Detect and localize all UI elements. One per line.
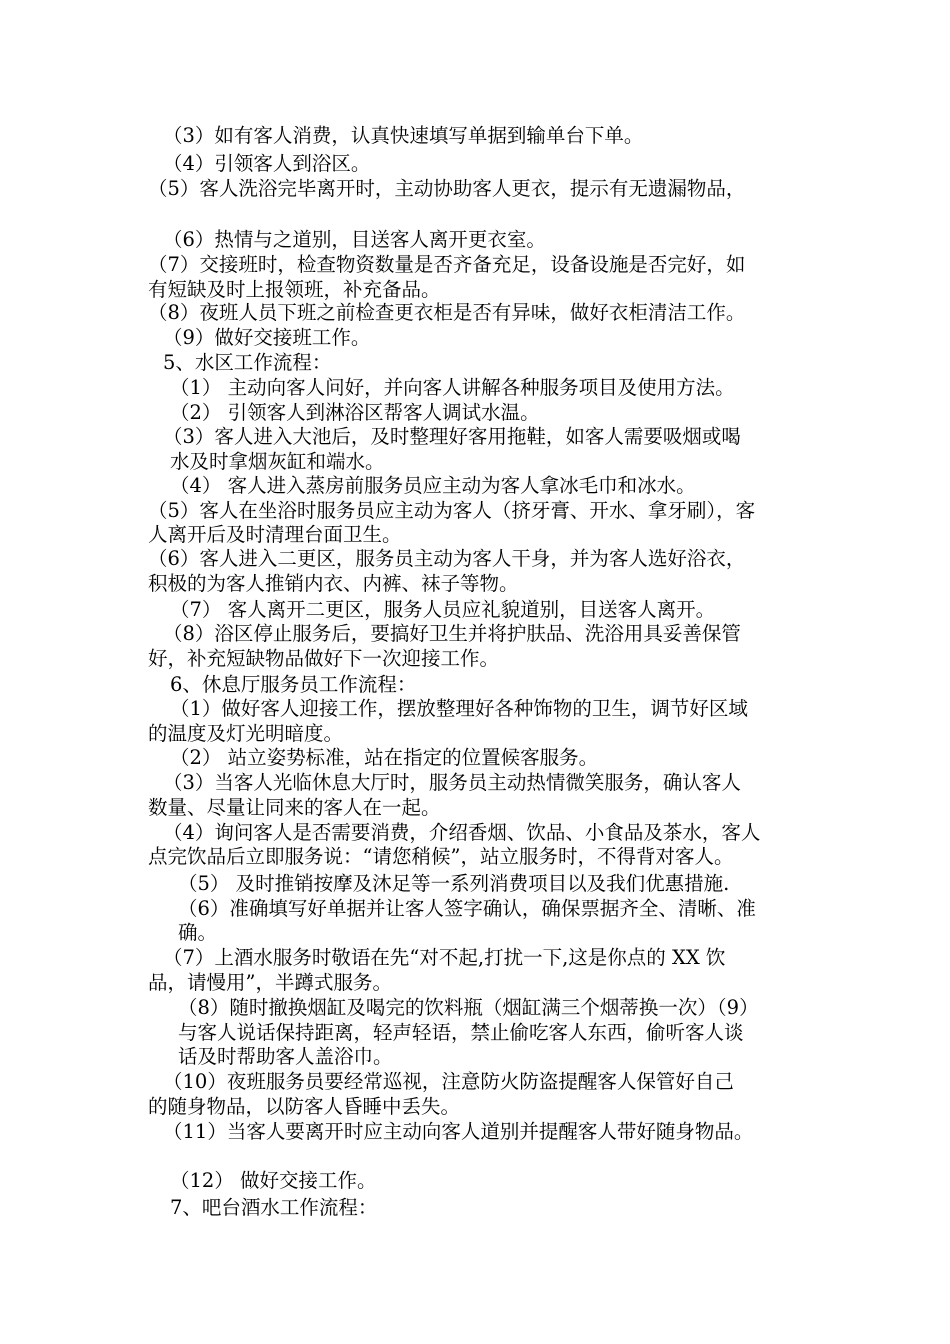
text-line: （3）如有客人消费，认真快速填写单据到输单台下单。 xyxy=(163,124,644,147)
text-line: 好，补充短缺物品做好下一次迎接工作。 xyxy=(148,647,500,670)
text-line: （4） 客人进入蒸房前服务员应主动为客人拿冰毛巾和冰水。 xyxy=(170,474,696,497)
text-line: （8）夜班人员下班之前检查更衣柜是否有异味，做好衣柜清洁工作。 xyxy=(148,301,746,324)
text-line: 与客人说话保持距离，轻声轻语，禁止偷吃客人东西，偷听客人谈 xyxy=(178,1021,744,1044)
text-line: （1） 主动向客人问好，并向客人讲解各种服务项目及使用方法。 xyxy=(170,376,735,399)
text-line: （1）做好客人迎接工作，摆放整理好各种饰物的卫生，调节好区域 xyxy=(170,697,748,720)
text-line: （7） 客人离开二更区，服务人员应礼貌道别，目送客人离开。 xyxy=(170,598,716,621)
text-line: 品，请慢用”，半蹲式服务。 xyxy=(148,971,392,994)
text-line: 确。 xyxy=(178,921,218,944)
section-heading: 5、水区工作流程： xyxy=(163,351,332,374)
text-line: （4）引领客人到浴区。 xyxy=(163,152,371,175)
text-line: 人离开后及时清理台面卫生。 xyxy=(148,523,402,546)
text-line: （10）夜班服务员要经常巡视，注意防火防盗提醒客人保管好自己 xyxy=(163,1070,734,1093)
text-line: （8）浴区停止服务后，要搞好卫生并将护肤品、洗浴用具妥善保管 xyxy=(163,622,741,645)
text-line: （5）客人洗浴完毕离开时，主动协助客人更衣，提示有无遗漏物品， xyxy=(148,177,746,200)
text-line: （2） 站立姿势标准，站在指定的位置候客服务。 xyxy=(170,746,599,769)
text-line: 有短缺及时上报领班，补充备品。 xyxy=(148,278,441,301)
text-line: （12） 做好交接工作。 xyxy=(170,1169,377,1192)
text-line: （3）客人进入大池后，及时整理好客用拖鞋，如客人需要吸烟或喝 xyxy=(163,425,741,448)
text-line: （6）客人进入二更区，服务员主动为客人干身，并为客人选好浴衣， xyxy=(148,547,746,570)
section-heading: 7、吧台酒水工作流程： xyxy=(170,1196,378,1219)
section-heading: 6、休息厅服务员工作流程： xyxy=(170,673,417,696)
text-line: （6）准确填写好单据并让客人签字确认，确保票据齐全、清晰、准 xyxy=(178,897,756,920)
text-line: 话及时帮助客人盖浴巾。 xyxy=(178,1045,393,1068)
text-line: （2） 引领客人到淋浴区帮客人调试水温。 xyxy=(170,401,540,424)
text-line: （11）当客人要离开时应主动向客人道别并提醒客人带好随身物品。 xyxy=(163,1120,754,1143)
text-line: 的随身物品，以防客人昏睡中丢失。 xyxy=(148,1095,461,1118)
text-line: （7）上酒水服务时敬语在先“对不起,打扰一下,这是你点的 XX 饮 xyxy=(163,946,726,969)
text-line: （3）当客人光临休息大厅时，服务员主动热情微笑服务，确认客人 xyxy=(163,771,741,794)
text-line: （7）交接班时，检查物资数量是否齐备充足，设备设施是否完好，如 xyxy=(148,253,746,276)
text-line: 数量、尽量让同来的客人在一起。 xyxy=(148,796,441,819)
text-line: 积极的为客人推销内衣、内裤、袜子等物。 xyxy=(148,572,519,595)
text-line: （5） 及时推销按摩及沐足等一系列消费项目以及我们优惠措施. xyxy=(178,872,730,895)
text-line: （4）询问客人是否需要消费，介绍香烟、饮品、小食品及茶水，客人 xyxy=(163,821,761,844)
text-line: （6）热情与之道别，目送客人离开更衣室。 xyxy=(163,228,546,251)
text-line: 的温度及灯光明暗度。 xyxy=(148,722,344,745)
text-line: 水及时拿烟灰缸和端水。 xyxy=(170,450,385,473)
text-line: （9）做好交接班工作。 xyxy=(163,326,371,349)
text-line: 点完饮品后立即服务说：“请您稍候”，站立服务时，不得背对客人。 xyxy=(148,845,734,868)
text-line: （5）客人在坐浴时服务员应主动为客人（挤牙膏、开水、拿牙刷），客 xyxy=(148,499,756,522)
text-line: （8）随时撤换烟缸及喝完的饮料瓶（烟缸满三个烟蒂换一次）（9） xyxy=(178,996,759,1019)
